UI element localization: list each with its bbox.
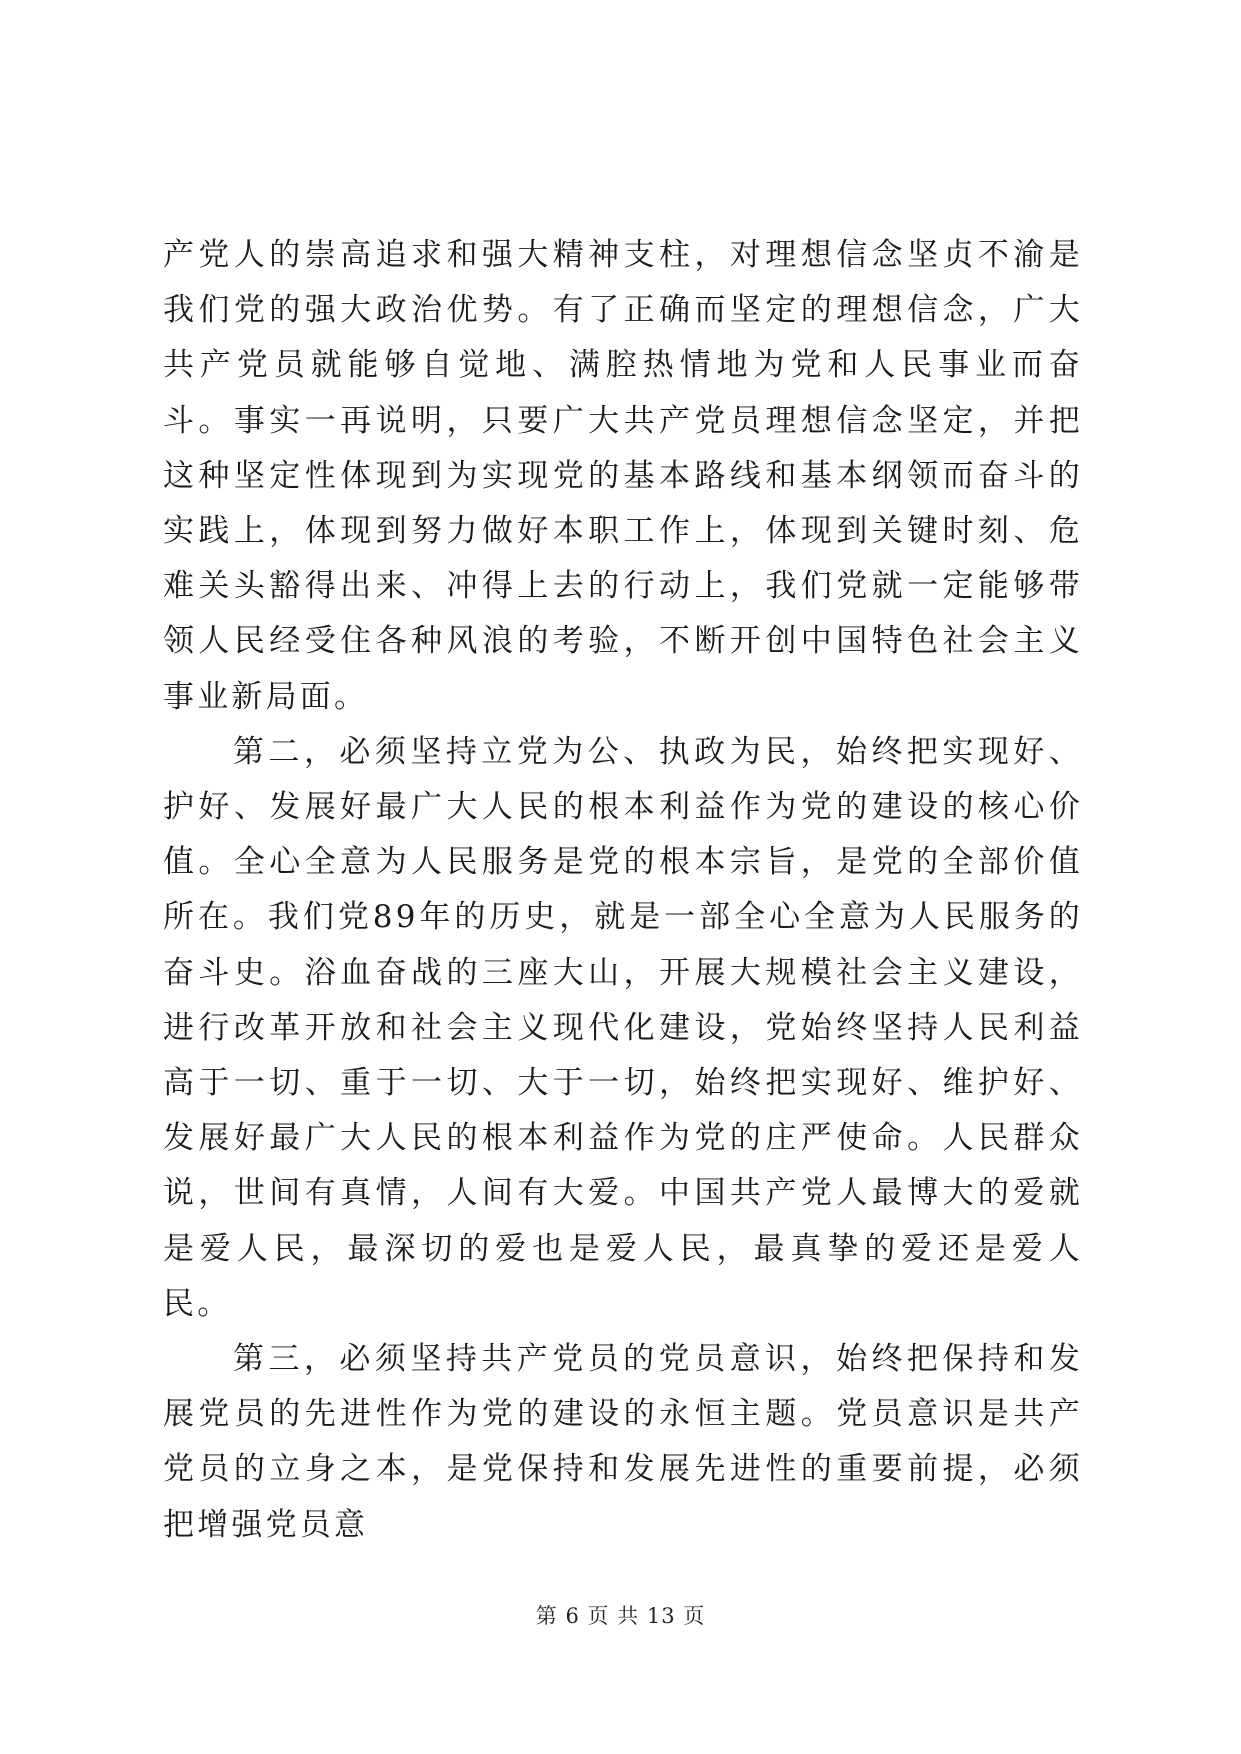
document-body xyxy=(163,228,1083,1553)
page-footer xyxy=(0,1601,1241,1631)
paragraph-continuation: 产党人的崇高追求和强大精神支柱，对理想信念坚贞不渝是我们党的强大政治优势。有了正确而坚定的理想信念，广大共产党员就能够自觉地、满腔热情地为党和人民事业而奋斗。事实一再说明，只要广大共产党员理想信念坚定，并把这种坚定性体现到为实现党的基本路线和基本纲领而奋斗的实践上，体现到努力做好本职工作上，体现到关键时刻、危难关头豁得出来、冲得上去的行动上，我们党就一定能够带领人民经受住各种风浪的考验，不断开创中国特色社会主义事业新局面。 xyxy=(163,237,1083,715)
paragraph-third-point: 第三，必须坚持共产党员的党员意识，始终把保持和发展党员的先进性作为党的建设的永恒主题。党员意识是共产党员的立身之本，是党保持和发展先进性的重要前提，必须把增强党员意 xyxy=(163,1341,1083,1543)
paragraph-second-point: 第二，必须坚持立党为公、执政为民，始终把实现好、护好、发展好最广大人民的根本利益作为党的建设的核心价值。全心全意为人民服务是党的根本宗旨，是党的全部价值所在。我们党89年的历史，就是一部全心全意为人民服务的奋斗史。浴血奋战的三座大山，开展大规模社会主义建设，进行改革开放和社会主义现代化建设，党始终坚持人民利益高于一切、重于一切、大于一切，始终把实现好、维护好、发展好最广大人民的根本利益作为党的庄严使命。人民群众说，世间有真情，人间有大爱。中国共产党人最博大的爱就是爱人民，最深切的爱也是爱人民，最真挚的爱还是爱人民。 xyxy=(163,733,1083,1322)
page-number-label: 第 6 页 共 13 页 xyxy=(535,1604,706,1628)
